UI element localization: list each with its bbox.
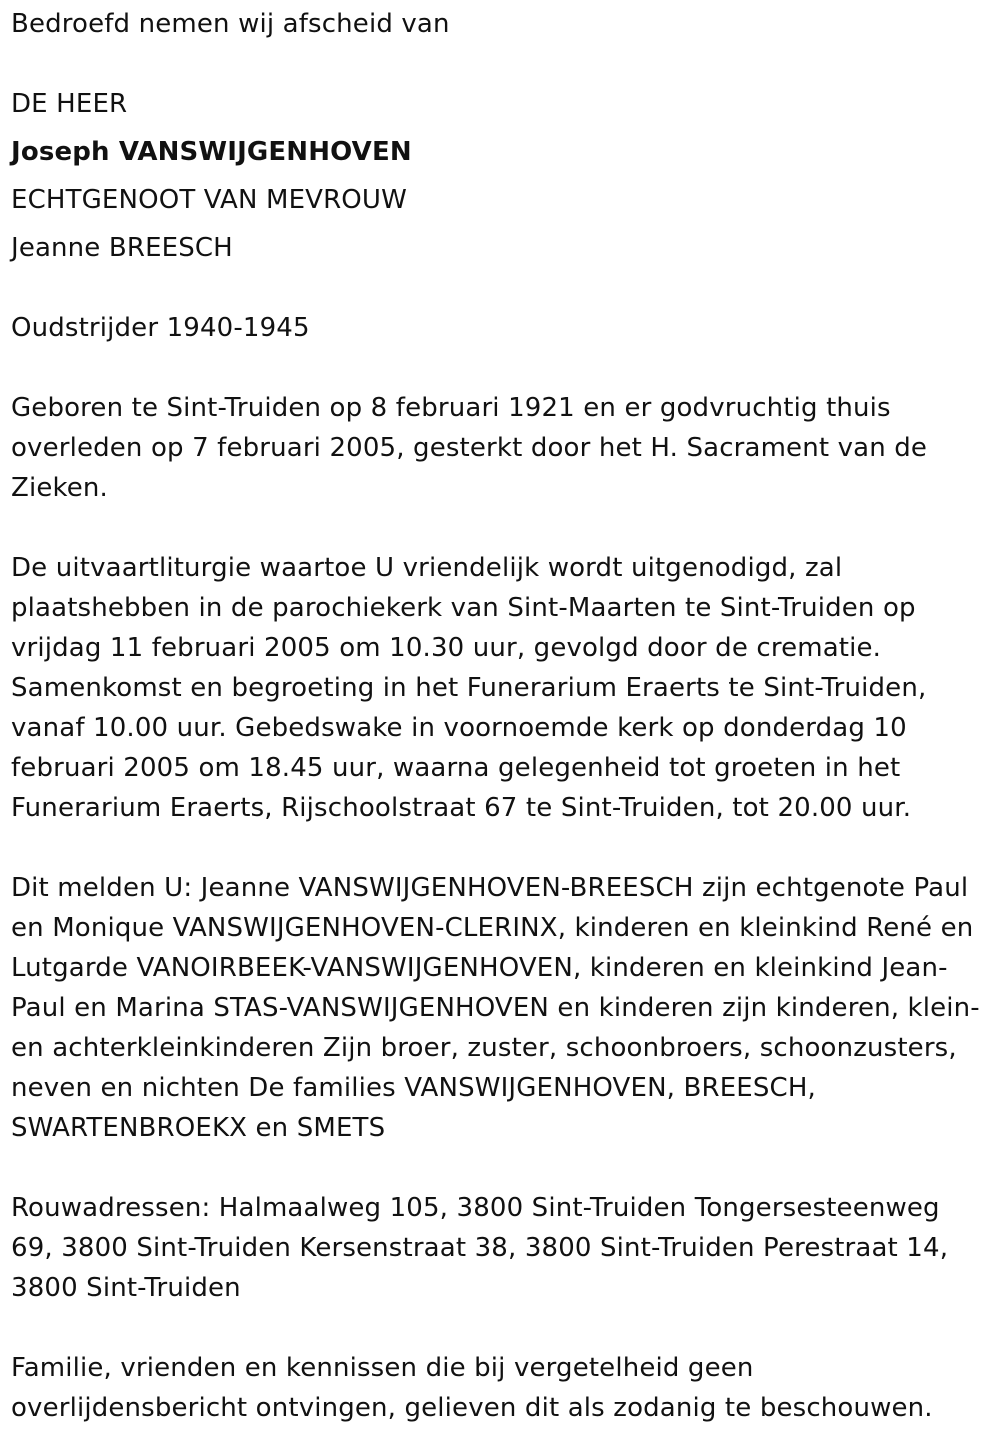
obituary-document (11, 4, 986, 1428)
spouse-name: Jeanne BREESCH (11, 233, 233, 263)
closing-paragraph: Familie, vrienden en kennissen die bij vergetelheid geen overlijdensbericht ontvingen, gelieven dit als zodanig te beschouwen. (11, 1353, 933, 1423)
intro-line: Bedroefd nemen wij afscheid van (11, 9, 450, 39)
addresses-paragraph: Rouwadressen: Halmaalweg 105, 3800 Sint-Truiden Tongersesteenweg 69, 3800 Sint-Truiden Kersenstraat 38, 3800 Sint-Truiden Perestraat 14, 3800 Sint-Truiden (11, 1193, 949, 1303)
birth-death-paragraph: Geboren te Sint-Truiden op 8 februari 1921 en er godvruchtig thuis overleden op 7 februari 2005, gesterkt door het H. Sacrament van de Zieken. (11, 393, 928, 503)
deceased-name: Joseph VANSWIJGENHOVEN (11, 137, 412, 167)
title-line: DE HEER (11, 89, 128, 119)
funeral-paragraph: De uitvaartliturgie waartoe U vriendelijk wordt uitgenodigd, zal plaatshebben in de parochiekerk van Sint-Maarten te Sint-Truiden op vrijdag 11 februari 2005 om 10.30 uur, gevolgd door de crematie. Samenkomst en begroeting in het Funerarium Eraerts te Sint-Truiden, vanaf 10.00 uur. Gebedswake in voornoemde kerk op donderdag 10 februari 2005 om 18.45 uur, waarna gelegenheid tot groeten in het Funerarium Eraerts, Rijschoolstraat 67 te Sint-Truiden, tot 20.00 uur. (11, 553, 927, 823)
veteran-line: Oudstrijder 1940-1945 (11, 313, 310, 343)
family-paragraph: Dit melden U: Jeanne VANSWIJGENHOVEN-BREESCH zijn echtgenote Paul en Monique VANSWIJGENHOVEN-CLERINX, kinderen en kleinkind René en Lutgarde VANOIRBEEK-VANSWIJGENHOVEN, kinderen en kleinkind Jean-Paul en Marina STAS-VANSWIJGENHOVEN en kinderen zijn kinderen, klein- en achterkleinkinderen Zijn broer, zuster, schoonbroers, schoonzusters, neven en nichten De families VANSWIJGENHOVEN, BREESCH, SWARTENBROEKX en SMETS (11, 873, 980, 1143)
spouse-title: ECHTGENOOT VAN MEVROUW (11, 185, 407, 215)
